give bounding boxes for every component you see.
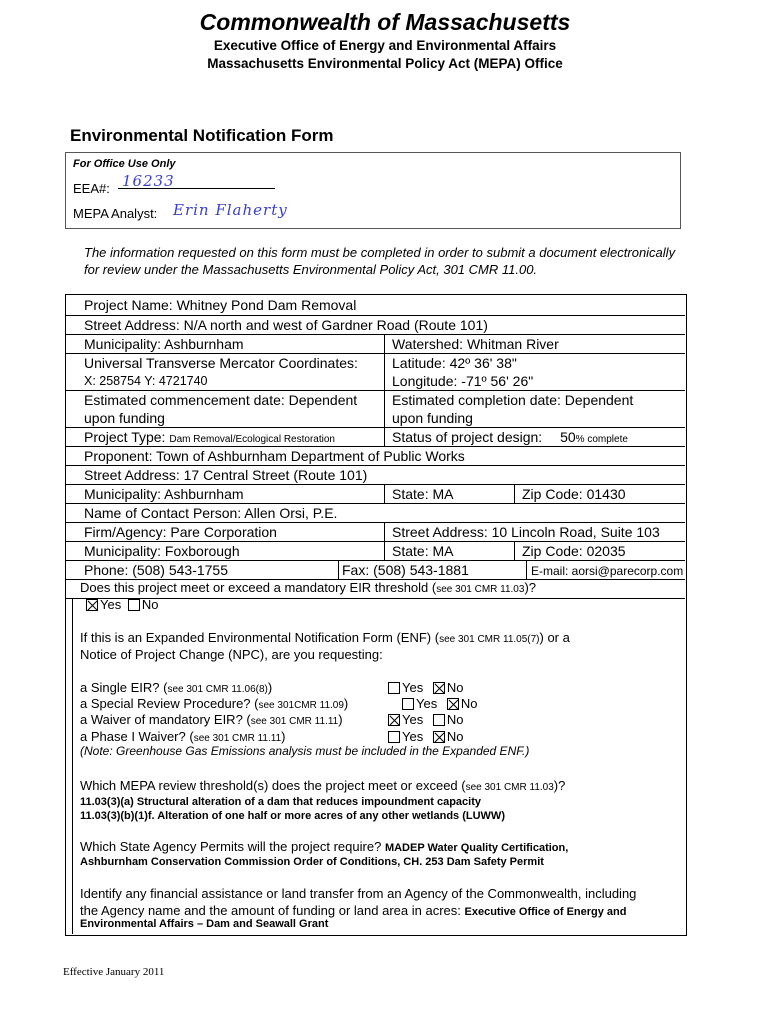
eir-question bbox=[80, 580, 536, 598]
eir-yes-label: Yes bbox=[100, 597, 122, 612]
divider bbox=[65, 560, 685, 561]
project-type-value: Dam Removal/Ecological Restoration bbox=[169, 434, 335, 445]
instructions-text: The information requested on this form must be completed in order to submit a document electronically for review under the Massachusetts Environmental Policy Act, 301 CMR 11.00. bbox=[84, 245, 676, 277]
waiver-eir-yes-checkbox[interactable] bbox=[388, 714, 400, 726]
divider bbox=[65, 541, 685, 542]
request-waiver-eir bbox=[80, 712, 343, 730]
column-divider bbox=[384, 484, 385, 503]
ghg-note: (Note: Greenhouse Gas Emissions analysis must be included in the Expanded ENF.) bbox=[80, 744, 530, 758]
permits-question bbox=[80, 839, 568, 856]
single-eir-answer bbox=[388, 680, 463, 696]
request-ref: see 301CMR 11.09 bbox=[258, 700, 344, 711]
yes-label: Yes bbox=[402, 729, 424, 744]
phase-one-waiver-answer bbox=[388, 729, 463, 745]
contact-name: Name of Contact Person: Allen Orsi, P.E. bbox=[84, 505, 338, 521]
form-title: Environmental Notification Form bbox=[70, 126, 334, 145]
yes-label: Yes bbox=[402, 680, 424, 695]
enf-question-text: If this is an Expanded Environmental Notification Form (ENF) ( bbox=[80, 630, 440, 645]
waiver-eir-answer bbox=[388, 712, 463, 728]
analyst-label: MEPA Analyst: bbox=[73, 206, 158, 221]
eir-question-ref: see 301 CMR 11.03 bbox=[436, 584, 525, 595]
project-street: Street Address: N/A north and west of Gardner Road (Route 101) bbox=[84, 317, 488, 333]
threshold-item: 11.03(3)(a) Structural alteration of a dam that reduces impoundment capacity bbox=[80, 796, 481, 808]
divider bbox=[65, 427, 685, 428]
special-review-yes-checkbox[interactable] bbox=[402, 698, 414, 710]
proponent-municipality: Municipality: Ashburnham bbox=[84, 486, 244, 502]
contact-firm: Firm/Agency: Pare Corporation bbox=[84, 524, 277, 540]
project-type bbox=[84, 429, 335, 448]
request-end: ) bbox=[281, 729, 286, 744]
divider bbox=[65, 334, 685, 335]
design-status-value: 50 bbox=[560, 429, 576, 445]
project-municipality: Municipality: Ashburnham bbox=[84, 336, 244, 352]
phase-one-waiver-no-checkbox[interactable] bbox=[433, 731, 445, 743]
proponent-name: Proponent: Town of Ashburnham Department of Public Works bbox=[84, 448, 465, 464]
divider bbox=[65, 503, 685, 504]
contact-email: E-mail: aorsi@parecorp.com bbox=[531, 564, 684, 578]
divider bbox=[65, 315, 685, 316]
divider bbox=[65, 353, 685, 354]
permits-answer-cont: Ashburnham Conservation Commission Order of Conditions, CH. 253 Dam Safety Permit bbox=[80, 856, 544, 868]
divider bbox=[65, 465, 685, 466]
proponent-street: Street Address: 17 Central Street (Route 101) bbox=[84, 467, 368, 483]
divider bbox=[65, 522, 685, 523]
utm-label: Universal Transverse Mercator Coordinates: bbox=[84, 355, 358, 371]
phase-one-waiver-yes-checkbox[interactable] bbox=[388, 731, 400, 743]
threshold-question bbox=[80, 778, 565, 796]
eea-label: EEA#: bbox=[73, 181, 110, 196]
single-eir-no-checkbox[interactable] bbox=[433, 682, 445, 694]
analyst-name: Erin Flaherty bbox=[173, 201, 288, 219]
eir-no-checkbox[interactable] bbox=[128, 599, 140, 611]
request-ref: see 301 CMR 11.11 bbox=[193, 733, 282, 744]
eea-underline bbox=[118, 188, 275, 189]
inner-border bbox=[72, 598, 73, 934]
permits-answer: MADEP Water Quality Certification, bbox=[384, 842, 569, 854]
permits-question-text: Which State Agency Permits will the project require? bbox=[80, 839, 382, 854]
contact-zip: Zip Code: 02035 bbox=[522, 543, 626, 559]
contact-phone: Phone: (508) 543-1755 bbox=[84, 562, 228, 578]
office-name: Massachusetts Environmental Policy Act (MEPA) Office bbox=[207, 56, 563, 71]
npc-question: Notice of Project Change (NPC), are you requesting: bbox=[80, 647, 383, 662]
design-status-suffix: % complete bbox=[575, 434, 628, 445]
no-label: No bbox=[460, 696, 478, 711]
no-label: No bbox=[446, 729, 464, 744]
special-review-no-checkbox[interactable] bbox=[447, 698, 459, 710]
no-label: No bbox=[446, 712, 464, 727]
project-watershed: Watershed: Whitman River bbox=[392, 336, 559, 352]
no-label: No bbox=[446, 680, 464, 695]
special-review-answer bbox=[388, 696, 477, 712]
waiver-eir-no-checkbox[interactable] bbox=[433, 714, 445, 726]
contact-state: State: MA bbox=[392, 543, 454, 559]
column-divider bbox=[338, 560, 339, 579]
request-ref: see 301 CMR 11.06(8) bbox=[167, 684, 268, 695]
eir-question-text: Does this project meet or exceed a mandatory EIR threshold ( bbox=[80, 580, 437, 595]
financial-answer-cont: Environmental Affairs – Dam and Seawall Grant bbox=[80, 918, 329, 930]
eir-answer bbox=[86, 597, 158, 613]
request-end: ) bbox=[267, 680, 273, 695]
eea-number: 16233 bbox=[122, 172, 175, 190]
commencement-date-cont: upon funding bbox=[84, 410, 165, 426]
threshold-question-text: Which MEPA review threshold(s) does the project meet or exceed ( bbox=[80, 778, 466, 793]
enf-question-end: ) or a bbox=[539, 630, 570, 645]
proponent-state: State: MA bbox=[392, 486, 454, 502]
request-label: a Phase I Waiver? ( bbox=[80, 729, 194, 744]
financial-answer: Executive Office of Energy and bbox=[464, 906, 627, 918]
divider bbox=[65, 390, 685, 391]
single-eir-yes-checkbox[interactable] bbox=[388, 682, 400, 694]
completion-date: Estimated completion date: Dependent bbox=[392, 392, 634, 408]
utm-coordinates: X: 258754 Y: 4721740 bbox=[84, 374, 208, 388]
contact-street: Street Address: 10 Lincoln Road, Suite 103 bbox=[392, 524, 660, 540]
footer-effective-date: Effective January 2011 bbox=[63, 966, 165, 978]
threshold-item: 11.03(3)(b)(1)f. Alteration of one half or more acres of any other wetlands (LUWW) bbox=[80, 810, 505, 822]
design-status bbox=[392, 429, 628, 448]
latitude: Latitude: 42º 36' 38" bbox=[392, 355, 517, 371]
contact-municipality: Municipality: Foxborough bbox=[84, 543, 240, 559]
request-label: a Special Review Procedure? ( bbox=[80, 696, 259, 711]
divider bbox=[65, 484, 685, 485]
column-divider bbox=[526, 560, 527, 579]
commencement-date: Estimated commencement date: Dependent bbox=[84, 392, 358, 408]
yes-label: Yes bbox=[416, 696, 438, 711]
request-end: ) bbox=[338, 712, 343, 727]
column-divider bbox=[384, 522, 385, 560]
page-title: Commonwealth of Massachusetts bbox=[199, 9, 571, 35]
column-divider bbox=[514, 484, 515, 503]
agency-name: Executive Office of Energy and Environmental Affairs bbox=[213, 38, 557, 53]
enf-question bbox=[80, 630, 570, 648]
threshold-question-ref: see 301 CMR 11.03 bbox=[465, 782, 554, 793]
eir-no-label: No bbox=[141, 597, 159, 612]
request-label: a Single EIR? ( bbox=[80, 680, 168, 695]
proponent-zip: Zip Code: 01430 bbox=[522, 486, 626, 502]
request-end: ) bbox=[343, 696, 349, 711]
financial-question: Identify any financial assistance or land transfer from an Agency of the Commonwealth, including bbox=[80, 886, 637, 901]
threshold-question-end: )? bbox=[553, 778, 566, 793]
enf-question-ref: see 301 CMR 11.05(7) bbox=[439, 634, 540, 645]
design-status-label: Status of project design: bbox=[392, 429, 543, 445]
yes-label: Yes bbox=[402, 712, 424, 727]
column-divider bbox=[514, 541, 515, 560]
eir-yes-checkbox[interactable] bbox=[86, 599, 98, 611]
office-use-heading: For Office Use Only bbox=[73, 158, 176, 170]
contact-fax: Fax: (508) 543-1881 bbox=[342, 562, 469, 578]
project-type-label: Project Type: bbox=[84, 429, 166, 445]
request-label: a Waiver of mandatory EIR? ( bbox=[80, 712, 251, 727]
column-divider bbox=[384, 334, 385, 447]
project-name: Project Name: Whitney Pond Dam Removal bbox=[84, 297, 357, 313]
eir-question-end: )? bbox=[524, 580, 536, 595]
request-ref: see 301 CMR 11.11 bbox=[250, 716, 339, 727]
financial-question-text: the Agency name and the amount of funding or land area in acres: bbox=[80, 903, 461, 918]
longitude: Longitude: -71º 56' 26" bbox=[392, 373, 534, 389]
completion-date-cont: upon funding bbox=[392, 410, 473, 426]
